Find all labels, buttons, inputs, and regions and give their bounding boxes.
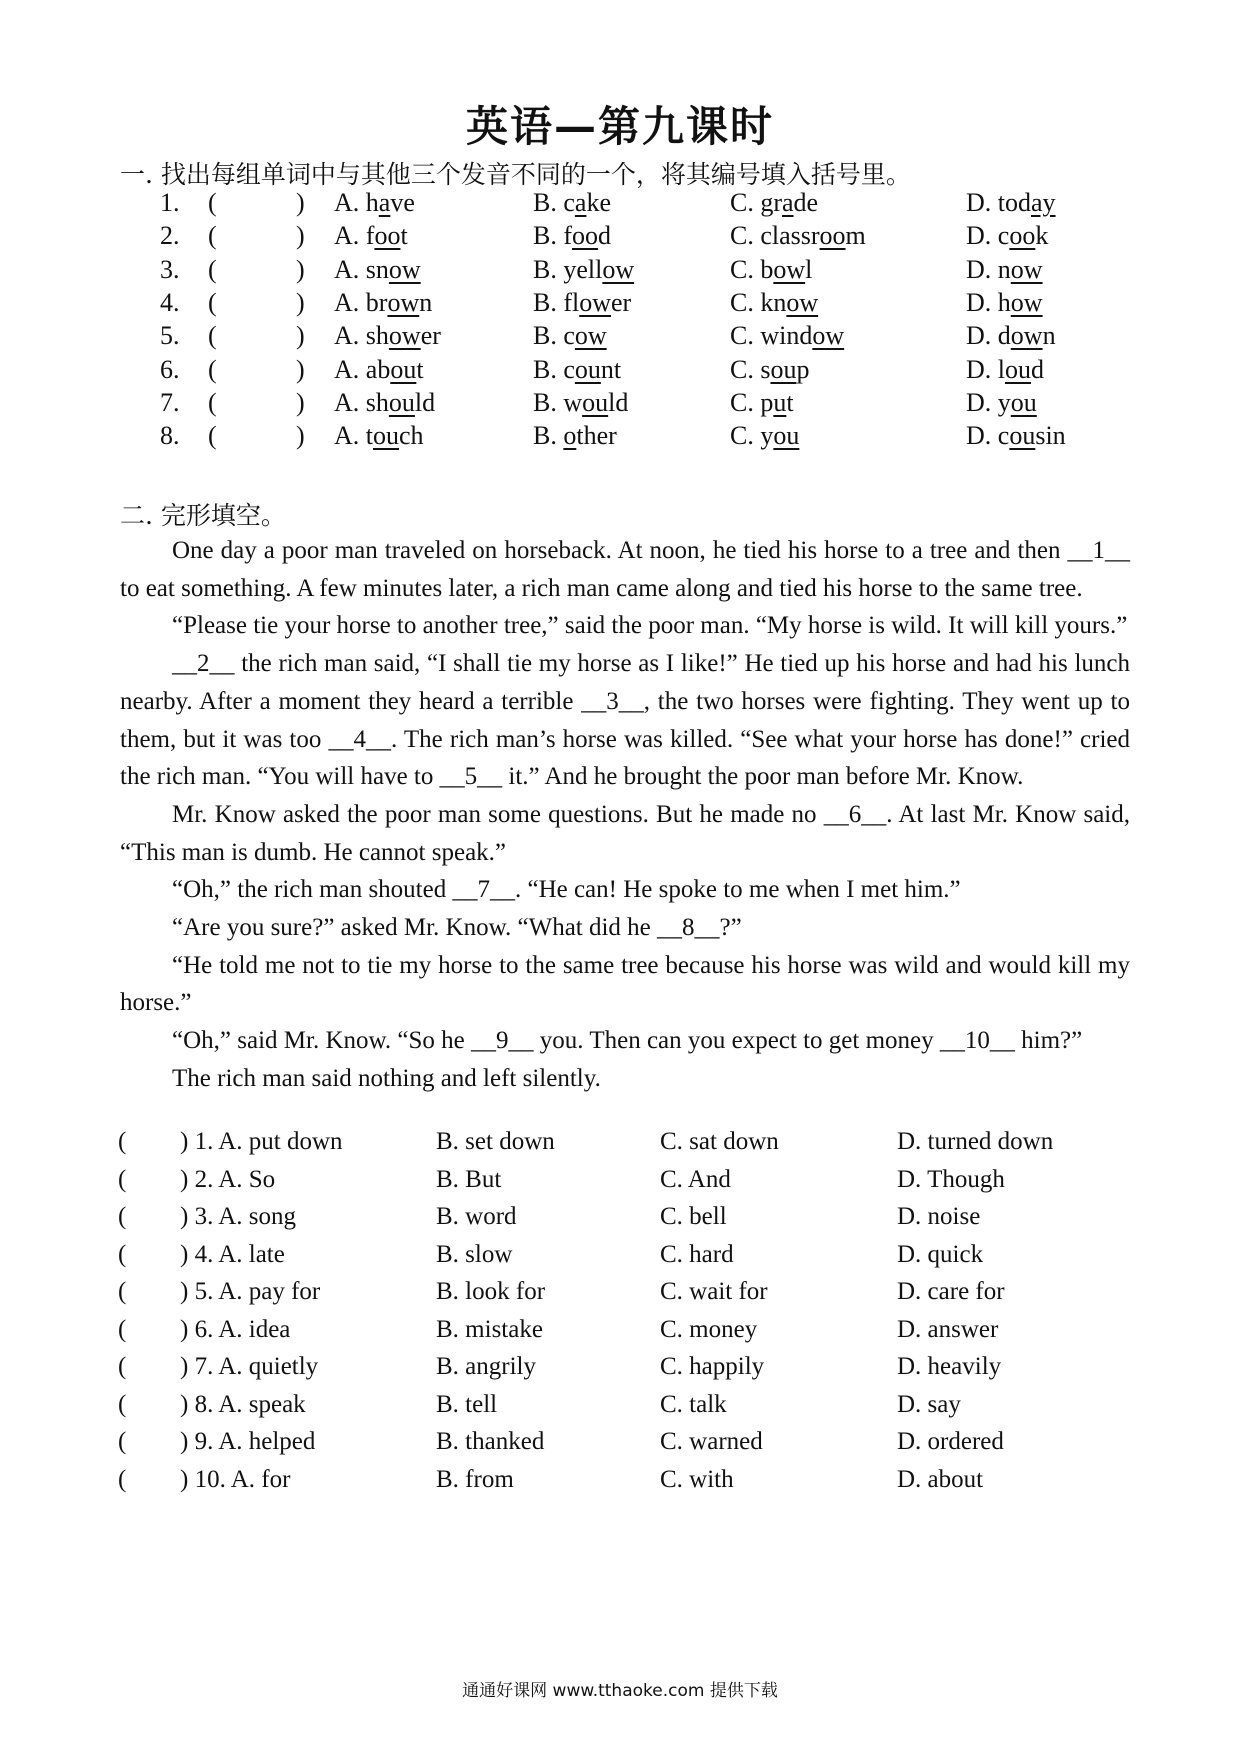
option-text: l bbox=[805, 254, 813, 284]
answer-paren-open: ( bbox=[118, 1128, 127, 1155]
option-text: ld bbox=[414, 387, 436, 417]
option-text: B. c bbox=[533, 321, 575, 351]
choice-option: C. wait for bbox=[660, 1278, 768, 1306]
item-number: 6. bbox=[160, 354, 180, 384]
item-number: 4. bbox=[160, 287, 180, 317]
option-word bbox=[334, 388, 435, 418]
option-text: ther bbox=[576, 421, 617, 451]
answer-paren-open: ( bbox=[118, 1315, 127, 1343]
option-text: t bbox=[416, 354, 424, 384]
answer-paren-open: ( bbox=[208, 188, 217, 217]
answer-paren-close: ) bbox=[296, 188, 305, 217]
option-text: D. l bbox=[966, 354, 1005, 384]
passage-paragraph: “Oh,” said Mr. Know. “So he __9__ you. Then can you expect to get money __10__ him?” bbox=[172, 1027, 1083, 1055]
cloze-question-row bbox=[0, 1278, 1240, 1312]
option-text: D. n bbox=[966, 254, 1011, 284]
cloze-question-row bbox=[0, 1128, 1240, 1162]
pronunciation-row bbox=[0, 221, 1240, 255]
option-word bbox=[334, 355, 424, 385]
item-number: 3. bbox=[160, 254, 180, 284]
option-word bbox=[334, 255, 421, 285]
underlined-letters: ou bbox=[773, 421, 800, 451]
cloze-question-row bbox=[0, 1241, 1240, 1275]
option-text: B. yell bbox=[533, 254, 603, 284]
underlined-letters: ou bbox=[1010, 387, 1037, 417]
answer-paren-open: ( bbox=[118, 1465, 127, 1493]
answer-paren-open: ( bbox=[208, 287, 217, 317]
option-text: A. t bbox=[334, 421, 373, 451]
footer-credit: 通通好课网 www.tthaoke.com 提供下载 bbox=[462, 1681, 778, 1701]
passage-paragraph: “Are you sure?” asked Mr. Know. “What did he __8__?” bbox=[172, 914, 742, 942]
cloze-question-row bbox=[0, 1391, 1240, 1425]
option-word bbox=[533, 288, 631, 318]
option-word bbox=[966, 355, 1044, 385]
choice-option: ) 10. A. for bbox=[180, 1465, 291, 1493]
underlined-letters: ow bbox=[579, 287, 612, 317]
choice-option: D. turned down bbox=[897, 1128, 1054, 1155]
pronunciation-row bbox=[0, 255, 1240, 289]
option-text: B. bbox=[533, 421, 564, 451]
option-text: D. c bbox=[966, 221, 1010, 251]
passage-paragraph: One day a poor man traveled on horseback. At noon, he tied his horse to a tree and then __1__ to eat something. A few minutes later, a rich man came along and tied his horse to the same tree. bbox=[120, 537, 1130, 602]
option-word bbox=[966, 388, 1037, 418]
choice-option: B. angrily bbox=[436, 1353, 536, 1381]
cloze-question-row bbox=[0, 1316, 1240, 1350]
option-text: ch bbox=[399, 421, 424, 451]
option-word bbox=[966, 421, 1066, 451]
option-word bbox=[533, 255, 634, 285]
cloze-question-row bbox=[0, 1166, 1240, 1200]
choice-option: C. with bbox=[660, 1465, 734, 1493]
answer-paren-close: ) bbox=[296, 354, 305, 384]
underlined-letters: oo bbox=[572, 221, 598, 251]
item-number: 8. bbox=[160, 421, 180, 451]
option-text: ke bbox=[586, 188, 611, 217]
option-text: d bbox=[598, 221, 611, 251]
option-text: n bbox=[419, 287, 433, 317]
cloze-question-row bbox=[0, 1203, 1240, 1237]
option-word bbox=[730, 421, 799, 451]
option-text: C. kn bbox=[730, 287, 787, 317]
passage-paragraph: Mr. Know asked the poor man some questions. But he made no __6__. At last Mr. Know said, “This man is dumb. He cannot speak.” bbox=[120, 800, 1130, 866]
option-text: D. d bbox=[966, 321, 1011, 351]
underlined-letters: a bbox=[574, 188, 587, 217]
pronunciation-row bbox=[0, 355, 1240, 389]
option-word bbox=[730, 288, 818, 318]
option-word bbox=[966, 255, 1043, 285]
option-word bbox=[730, 355, 809, 385]
option-word bbox=[533, 421, 617, 451]
option-word bbox=[533, 188, 611, 218]
option-text: ve bbox=[390, 188, 415, 217]
answer-paren-open: ( bbox=[118, 1165, 127, 1193]
choice-option: ) 4. A. late bbox=[180, 1240, 285, 1268]
choice-option: B. word bbox=[436, 1203, 517, 1231]
item-number: 5. bbox=[160, 321, 180, 351]
choice-option: B. set down bbox=[436, 1128, 555, 1155]
choice-option: D. noise bbox=[897, 1203, 981, 1231]
option-word bbox=[730, 388, 794, 418]
pronunciation-row bbox=[0, 388, 1240, 422]
option-text: D. y bbox=[966, 387, 1011, 417]
option-word bbox=[966, 288, 1043, 318]
answer-paren-close: ) bbox=[296, 321, 305, 351]
choice-option: D. quick bbox=[897, 1240, 984, 1268]
answer-paren-open: ( bbox=[208, 354, 217, 384]
choice-option: B. thanked bbox=[436, 1428, 545, 1456]
option-word bbox=[533, 221, 611, 251]
pronunciation-row bbox=[0, 321, 1240, 355]
answer-paren-open: ( bbox=[208, 421, 217, 451]
option-text: A. h bbox=[334, 188, 379, 217]
answer-paren-open: ( bbox=[118, 1203, 127, 1231]
option-text: C. gr bbox=[730, 188, 782, 217]
choice-option: ) 2. A. So bbox=[180, 1165, 276, 1193]
option-text: er bbox=[420, 321, 441, 351]
underlined-letters: ow bbox=[388, 321, 421, 351]
option-text: A. sh bbox=[334, 387, 389, 417]
underlined-letters: o bbox=[563, 421, 577, 451]
option-text: t bbox=[400, 221, 408, 251]
option-text: C. s bbox=[730, 354, 771, 384]
underlined-letters: ou bbox=[582, 387, 609, 417]
cloze-question-row bbox=[0, 1353, 1240, 1387]
underlined-letters: ow bbox=[1010, 321, 1043, 351]
option-word bbox=[334, 221, 408, 251]
option-word bbox=[966, 321, 1056, 351]
answer-paren-open: ( bbox=[208, 221, 217, 251]
option-text: A. br bbox=[334, 287, 388, 317]
choice-option: B. mistake bbox=[436, 1315, 543, 1343]
choice-option: B. from bbox=[436, 1465, 514, 1493]
option-text: sin bbox=[1035, 421, 1066, 451]
option-text: A. f bbox=[334, 221, 375, 251]
pronunciation-row bbox=[0, 288, 1240, 322]
answer-paren-open: ( bbox=[118, 1353, 127, 1381]
option-word bbox=[334, 321, 441, 351]
option-word bbox=[730, 188, 818, 218]
underlined-letters: ow bbox=[1010, 287, 1043, 317]
option-text: D. h bbox=[966, 287, 1011, 317]
underlined-letters: ow bbox=[602, 254, 635, 284]
underlined-letters: ou bbox=[1009, 421, 1036, 451]
underlined-letters: a bbox=[782, 188, 794, 217]
underlined-letters: oo bbox=[819, 221, 846, 251]
choice-option: B. look for bbox=[436, 1278, 546, 1306]
underlined-letters: ow bbox=[387, 287, 420, 317]
underlined-letters: ou bbox=[390, 354, 417, 384]
option-text: C. y bbox=[730, 421, 774, 451]
option-text: B. fl bbox=[533, 287, 580, 317]
answer-paren-open: ( bbox=[118, 1278, 127, 1306]
option-text: k bbox=[1035, 221, 1049, 251]
choice-option: B. But bbox=[436, 1165, 502, 1193]
option-text: C. b bbox=[730, 254, 774, 284]
option-text: de bbox=[793, 188, 819, 217]
underlined-letters: ou bbox=[1005, 354, 1031, 384]
underlined-letters: ow bbox=[786, 287, 819, 317]
option-text: B. c bbox=[533, 354, 575, 384]
option-text: B. c bbox=[533, 188, 575, 217]
option-word bbox=[730, 221, 866, 251]
underlined-letters: ow bbox=[773, 254, 806, 284]
choice-option: C. And bbox=[660, 1165, 731, 1193]
option-text: D. c bbox=[966, 421, 1010, 451]
underlined-letters: oo bbox=[1009, 221, 1036, 251]
cloze-question-row bbox=[0, 1428, 1240, 1462]
underlined-letters: ow bbox=[574, 321, 607, 351]
choice-option: D. ordered bbox=[897, 1428, 1004, 1456]
option-text: p bbox=[796, 354, 810, 384]
underlined-letters: ou bbox=[388, 387, 415, 417]
choice-option: C. sat down bbox=[660, 1128, 779, 1155]
passage-paragraph: The rich man said nothing and left silently. bbox=[172, 1064, 601, 1092]
choice-option: D. say bbox=[897, 1390, 961, 1418]
option-word bbox=[966, 221, 1048, 251]
item-number: 7. bbox=[160, 387, 180, 417]
pronunciation-row bbox=[0, 188, 1240, 222]
option-word bbox=[334, 188, 415, 218]
item-number: 1. bbox=[160, 188, 180, 217]
choice-option: ) 6. A. idea bbox=[180, 1315, 291, 1343]
passage-paragraph: __2__ the rich man said, “I shall tie my horse as I like!” He tied up his horse and had his lunch nearby. After a moment they heard a terrible __3__, the two horses were fighting. They went up to them, but it was too __4__. The rich man’s horse was killed. “See what your horse has done!” cried the rich man. “You will have to __5__ it.” And he brought the poor man before Mr. Know. bbox=[120, 650, 1130, 791]
option-word bbox=[730, 255, 812, 285]
option-text: A. ab bbox=[334, 354, 391, 384]
option-text: n bbox=[1042, 321, 1056, 351]
underlined-letters: a bbox=[378, 188, 391, 217]
cloze-question-row bbox=[0, 1466, 1240, 1500]
choice-option: D. about bbox=[897, 1465, 984, 1493]
underlined-letters: ow bbox=[1010, 254, 1043, 284]
choice-option: B. slow bbox=[436, 1240, 513, 1268]
choice-option: C. hard bbox=[660, 1240, 734, 1268]
option-word bbox=[334, 421, 424, 451]
choice-option: ) 9. A. helped bbox=[180, 1428, 316, 1456]
answer-paren-close: ) bbox=[296, 387, 305, 417]
choice-option: C. talk bbox=[660, 1390, 727, 1418]
choice-option: C. warned bbox=[660, 1428, 763, 1456]
underlined-letters: oo bbox=[374, 221, 401, 251]
option-text: nt bbox=[600, 354, 622, 384]
answer-paren-open: ( bbox=[208, 254, 217, 284]
option-text: A. sn bbox=[334, 254, 389, 284]
section2-heading: 二. 完形填空。 bbox=[120, 501, 286, 530]
answer-paren-open: ( bbox=[118, 1240, 127, 1268]
answer-paren-open: ( bbox=[208, 321, 217, 351]
choice-option: ) 5. A. pay for bbox=[180, 1278, 321, 1306]
option-text: m bbox=[845, 221, 866, 251]
choice-option: D. heavily bbox=[897, 1353, 1002, 1381]
option-text: C. wind bbox=[730, 321, 813, 351]
choice-option: B. tell bbox=[436, 1390, 498, 1418]
choice-option: ) 1. A. put down bbox=[180, 1128, 343, 1155]
passage-paragraph: “He told me not to tie my horse to the same tree because his horse was wild and would kill my horse.” bbox=[120, 951, 1130, 1017]
underlined-letters: ow bbox=[388, 254, 421, 284]
underlined-letters: ou bbox=[373, 421, 399, 451]
answer-paren-open: ( bbox=[118, 1428, 127, 1456]
choice-option: C. money bbox=[660, 1315, 758, 1343]
cloze-passage bbox=[120, 532, 1130, 1098]
answer-paren-close: ) bbox=[296, 287, 305, 317]
option-word bbox=[730, 321, 844, 351]
option-word bbox=[966, 188, 1056, 218]
option-text: A. sh bbox=[334, 321, 389, 351]
item-number: 2. bbox=[160, 221, 180, 251]
underlined-letters: ay bbox=[1031, 188, 1056, 217]
pronunciation-row bbox=[0, 421, 1240, 455]
underlined-letters: u bbox=[773, 387, 787, 417]
option-text: er bbox=[611, 287, 632, 317]
underlined-letters: ow bbox=[812, 321, 845, 351]
option-text: ld bbox=[608, 387, 629, 417]
passage-paragraph: “Please tie your horse to another tree,” said the poor man. “My horse is wild. It will kill yours.” bbox=[172, 612, 1128, 640]
option-word bbox=[533, 321, 607, 351]
option-text: t bbox=[786, 387, 794, 417]
choice-option: ) 7. A. quietly bbox=[180, 1353, 319, 1381]
answer-paren-close: ) bbox=[296, 421, 305, 451]
choice-option: C. happily bbox=[660, 1353, 765, 1381]
option-text: B. w bbox=[533, 387, 583, 417]
choice-option: C. bell bbox=[660, 1203, 727, 1231]
underlined-letters: ou bbox=[574, 354, 601, 384]
option-text: d bbox=[1031, 354, 1044, 384]
choice-option: D. care for bbox=[897, 1278, 1005, 1306]
choice-option: D. answer bbox=[897, 1315, 999, 1343]
option-text: C. p bbox=[730, 387, 774, 417]
option-text: B. f bbox=[533, 221, 572, 251]
choice-option: ) 8. A. speak bbox=[180, 1390, 306, 1418]
option-text: C. classr bbox=[730, 221, 820, 251]
answer-paren-close: ) bbox=[296, 254, 305, 284]
option-word bbox=[334, 288, 432, 318]
choice-option: ) 3. A. song bbox=[180, 1203, 296, 1231]
option-word bbox=[533, 355, 621, 385]
choice-option: D. Though bbox=[897, 1165, 1005, 1193]
answer-paren-close: ) bbox=[296, 221, 305, 251]
section1-heading: 一. 找出每组单词中与其他三个发音不同的一个，将其编号填入括号里。 bbox=[120, 160, 911, 189]
page-title: 英语—第九课时 bbox=[465, 102, 774, 151]
option-text: D. tod bbox=[966, 188, 1031, 217]
answer-paren-open: ( bbox=[208, 387, 217, 417]
answer-paren-open: ( bbox=[118, 1390, 127, 1418]
passage-paragraph: “Oh,” the rich man shouted __7__. “He can! He spoke to me when I met him.” bbox=[172, 876, 961, 904]
underlined-letters: ou bbox=[770, 354, 797, 384]
option-word bbox=[533, 388, 628, 418]
